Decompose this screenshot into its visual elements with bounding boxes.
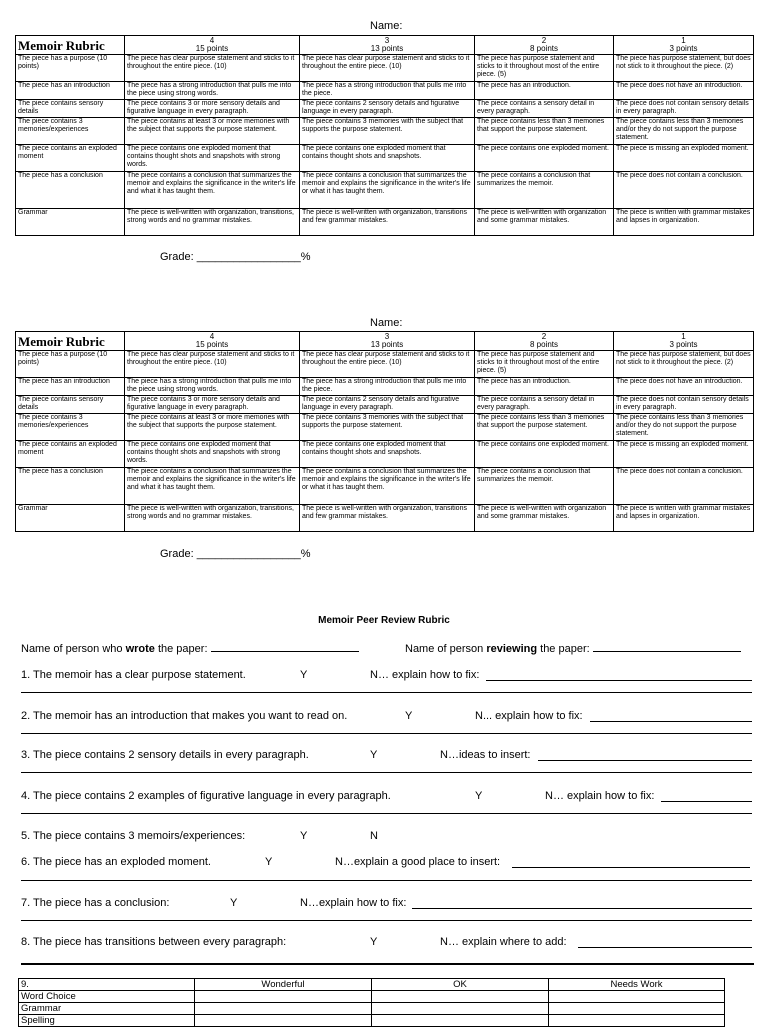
table-cell: The piece contains a sensory detail in every paragraph. <box>475 100 614 118</box>
answer-line[interactable] <box>21 692 752 693</box>
table-cell: The piece has a strong introduction that pulls me into the piece. <box>300 378 475 396</box>
rating-cell[interactable] <box>549 1003 725 1015</box>
table-cell: The piece is well-written with organization and some grammar mistakes. <box>475 209 614 236</box>
table-cell: The piece has clear purpose statement and sticks to it throughout the entire piece. (10) <box>300 351 475 378</box>
table-row <box>16 82 754 100</box>
table-cell: The piece is written with grammar mistakes and lapses in organization. <box>614 505 754 532</box>
criterion-cell: The piece contains 3 memories/experiences <box>16 118 125 145</box>
table-row <box>19 1015 725 1027</box>
table-cell: The piece is well-written with organization and some grammar mistakes. <box>475 505 614 532</box>
question-3-text: 3. The piece contains 2 sensory details in every paragraph. <box>21 749 309 761</box>
table-cell: The piece contains 3 or more sensory details and figurative language in every paragraph. <box>125 100 300 118</box>
table-cell: The piece is missing an exploded moment. <box>614 441 754 468</box>
question-3-no[interactable]: N…ideas to insert: <box>440 749 531 761</box>
table-cell: The piece does not contain sensory details in every paragraph. <box>614 100 754 118</box>
table-cell: The piece has a strong introduction that pulls me into the piece. <box>300 82 475 100</box>
question-4-yes[interactable]: Y <box>475 790 483 802</box>
criterion-cell: The piece has a conclusion <box>16 468 125 505</box>
question-4-text: 4. The piece contains 2 examples of figurative language in every paragraph. <box>21 790 391 802</box>
table-cell: The piece contains 2 sensory details and figurative language in every paragraph. <box>300 396 475 414</box>
column-header: 2 8 points <box>475 36 614 55</box>
table-cell: The piece contains a conclusion that summarizes the memoir. <box>475 468 614 505</box>
criterion-cell: The piece has an introduction <box>16 378 125 396</box>
rating-table-header: Needs Work <box>549 979 725 991</box>
question-1-no[interactable]: N… explain how to fix: <box>370 669 480 681</box>
table-cell: The piece contains a conclusion that summarizes the memoir and explains the significance in the writer's life or what it has taught them. <box>300 468 475 505</box>
rating-table <box>18 978 725 1027</box>
rating-cell[interactable] <box>195 1015 372 1027</box>
column-header: 4 15 points <box>125 36 300 55</box>
rating-cell[interactable] <box>195 1003 372 1015</box>
table-cell: The piece has purpose statement, but does not stick to it throughout the piece. (2) <box>614 55 754 82</box>
criterion-cell: Grammar <box>16 209 125 236</box>
table-cell: The piece contains less than 3 memories and/or they do not support the purpose statement. <box>614 118 754 145</box>
column-header: 3 13 points <box>300 332 475 351</box>
reviewer-name-field[interactable] <box>593 641 741 652</box>
answer-line[interactable] <box>21 880 752 881</box>
table-row <box>16 118 754 145</box>
table-cell: The piece is missing an exploded moment. <box>614 145 754 172</box>
table-cell: The piece contains less than 3 memories that support the purpose statement. <box>475 414 614 441</box>
question-6-yes[interactable]: Y <box>265 856 273 868</box>
table-cell: The piece contains one exploded moment that contains thought shots and snapshots with strong words. <box>125 145 300 172</box>
table-row <box>16 505 754 532</box>
table-row <box>16 145 754 172</box>
column-header: 1 3 points <box>614 36 754 55</box>
question-8-yes[interactable]: Y <box>370 936 378 948</box>
question-5-text: 5. The piece contains 3 memoirs/experiences: <box>21 830 246 842</box>
table-cell: The piece is well-written with organization, transitions, strong words and no grammar mistakes. <box>125 209 300 236</box>
question-7-fix-field[interactable] <box>412 898 752 909</box>
table-cell: The piece has purpose statement, but does not stick to it throughout the piece. (2) <box>614 351 754 378</box>
table-row <box>16 441 754 468</box>
table-cell: The piece has an introduction. <box>475 82 614 100</box>
rating-table-header: 9. <box>19 979 195 991</box>
question-1-text: 1. The memoir has a clear purpose statement. <box>21 669 246 681</box>
table-cell: The piece contains 3 memories with the subject that supports the purpose statement. <box>300 414 475 441</box>
column-header: 3 13 points <box>300 36 475 55</box>
question-2-no[interactable]: N... explain how to fix: <box>475 710 583 722</box>
column-header: 2 8 points <box>475 332 614 351</box>
table-cell: The piece does not have an introduction. <box>614 82 754 100</box>
question-6-no[interactable]: N…explain a good place to insert: <box>335 856 501 868</box>
criterion-cell: The piece has an introduction <box>16 82 125 100</box>
question-3-ideas-field[interactable] <box>538 750 752 761</box>
table-cell: The piece contains a conclusion that summarizes the memoir and explains the significance in the writer's life or what it has taught them. <box>300 172 475 209</box>
question-8-add-field[interactable] <box>578 937 752 948</box>
peer-review-title: Memoir Peer Review Rubric <box>318 615 450 626</box>
table-cell: The piece has purpose statement and sticks to it throughout most of the entire piece. (5) <box>475 55 614 82</box>
answer-line[interactable] <box>21 772 752 773</box>
table-cell: The piece contains one exploded moment that contains thought shots and snapshots. <box>300 441 475 468</box>
table-row <box>16 209 754 236</box>
table-row <box>16 414 754 441</box>
criterion-cell: The piece contains sensory details <box>16 396 125 414</box>
table-cell: The piece contains one exploded moment. <box>475 145 614 172</box>
table-row <box>16 351 754 378</box>
question-2-yes[interactable]: Y <box>405 710 413 722</box>
writer-name-line: Name of person who wrote the paper: <box>21 641 359 655</box>
column-header: 1 3 points <box>614 332 754 351</box>
table-cell: The piece contains at least 3 or more memories with the subject that supports the purpose statement. <box>125 414 300 441</box>
criterion-cell: The piece contains sensory details <box>16 100 125 118</box>
table-row <box>16 172 754 209</box>
rating-cell[interactable] <box>372 991 549 1003</box>
criterion-cell: Grammar <box>16 505 125 532</box>
table-cell: The piece has clear purpose statement and sticks to it throughout the entire piece. (10) <box>125 351 300 378</box>
answer-line[interactable] <box>21 733 752 734</box>
table-cell: The piece does not have an introduction. <box>614 378 754 396</box>
rating-cell[interactable] <box>549 991 725 1003</box>
table-row <box>16 100 754 118</box>
criterion-cell: The piece contains an exploded moment <box>16 145 125 172</box>
table-cell: The piece contains at least 3 or more memories with the subject that supports the purpose statement. <box>125 118 300 145</box>
table-cell: The piece does not contain a conclusion. <box>614 172 754 209</box>
memoir-rubric-table <box>15 35 754 236</box>
rating-cell[interactable] <box>372 1015 549 1027</box>
table-row <box>16 468 754 505</box>
name-label: Name: <box>370 317 403 329</box>
table-row <box>19 991 725 1003</box>
answer-line[interactable] <box>21 920 752 921</box>
question-8-no[interactable]: N… explain where to add: <box>440 936 567 948</box>
table-cell: The piece is well-written with organization, transitions and few grammar mistakes. <box>300 505 475 532</box>
writer-name-field[interactable] <box>211 641 359 652</box>
grade-line: Grade: _________________% <box>160 548 311 560</box>
question-2-text: 2. The memoir has an introduction that makes you want to read on. <box>21 710 348 722</box>
table-cell: The piece contains a conclusion that summarizes the memoir. <box>475 172 614 209</box>
question-4-no[interactable]: N… explain how to fix: <box>545 790 655 802</box>
table-cell: The piece contains a conclusion that summarizes the memoir and explains the significance in the writer's life and what it has taught them. <box>125 172 300 209</box>
table-cell: The piece contains a sensory detail in every paragraph. <box>475 396 614 414</box>
criterion-cell: The piece contains an exploded moment <box>16 441 125 468</box>
question-1-yes[interactable]: Y <box>300 669 308 681</box>
table-cell: The piece has clear purpose statement and sticks to it throughout the entire piece. (10) <box>300 55 475 82</box>
table-cell: The piece is written with grammar mistakes and lapses in organization. <box>614 209 754 236</box>
table-cell: The piece does not contain a conclusion. <box>614 468 754 505</box>
table-cell: The piece contains one exploded moment that contains thought shots and snapshots. <box>300 145 475 172</box>
rubric-title: Memoir Rubric <box>16 332 125 351</box>
table-row <box>16 55 754 82</box>
question-7-text: 7. The piece has a conclusion: <box>21 897 170 909</box>
question-7-yes[interactable]: Y <box>230 897 238 909</box>
question-6-insert-field[interactable] <box>512 857 750 868</box>
rating-category: Word Choice <box>19 991 195 1003</box>
rating-cell[interactable] <box>372 1003 549 1015</box>
question-4-fix-field[interactable] <box>661 791 752 802</box>
criterion-cell: The piece has a purpose (10 points) <box>16 55 125 82</box>
question-3-yes[interactable]: Y <box>370 749 378 761</box>
question-1-fix-field[interactable] <box>486 670 752 681</box>
reviewer-name-line: Name of person reviewing the paper: <box>405 641 741 655</box>
section-divider <box>21 963 754 965</box>
question-2-fix-field[interactable] <box>590 711 752 722</box>
rating-cell[interactable] <box>195 991 372 1003</box>
table-row <box>16 378 754 396</box>
table-cell: The piece contains 3 or more sensory details and figurative language in every paragraph. <box>125 396 300 414</box>
table-cell: The piece is well-written with organization, transitions, strong words and no grammar mistakes. <box>125 505 300 532</box>
table-cell: The piece has a strong introduction that pulls me into the piece using strong words. <box>125 378 300 396</box>
table-cell: The piece contains 3 memories with the subject that supports the purpose statement. <box>300 118 475 145</box>
table-cell: The piece contains less than 3 memories that support the purpose statement. <box>475 118 614 145</box>
answer-line[interactable] <box>21 813 752 814</box>
name-label: Name: <box>370 20 403 32</box>
rubric-title: Memoir Rubric <box>16 36 125 55</box>
criterion-cell: The piece has a conclusion <box>16 172 125 209</box>
rating-cell[interactable] <box>549 1015 725 1027</box>
table-row <box>16 396 754 414</box>
table-cell: The piece is well-written with organization, transitions and few grammar mistakes. <box>300 209 475 236</box>
memoir-rubric-table <box>15 331 754 532</box>
table-cell: The piece contains one exploded moment. <box>475 441 614 468</box>
table-cell: The piece contains 2 sensory details and figurative language in every paragraph. <box>300 100 475 118</box>
table-cell: The piece has a strong introduction that pulls me into the piece using strong words. <box>125 82 300 100</box>
rating-category: Spelling <box>19 1015 195 1027</box>
column-header: 4 15 points <box>125 332 300 351</box>
table-cell: The piece contains a conclusion that summarizes the memoir and explains the significance in the writer's life and what it has taught them. <box>125 468 300 505</box>
rating-category: Grammar <box>19 1003 195 1015</box>
table-row <box>19 1003 725 1015</box>
table-cell: The piece has clear purpose statement and sticks to it throughout the entire piece. (10) <box>125 55 300 82</box>
table-cell: The piece contains less than 3 memories and/or they do not support the purpose statement. <box>614 414 754 441</box>
table-cell: The piece has an introduction. <box>475 378 614 396</box>
criterion-cell: The piece has a purpose (10 points) <box>16 351 125 378</box>
table-cell: The piece contains one exploded moment that contains thought shots and snapshots with strong words. <box>125 441 300 468</box>
table-cell: The piece has purpose statement and sticks to it throughout most of the entire piece. (5) <box>475 351 614 378</box>
rating-table-header: Wonderful <box>195 979 372 991</box>
criterion-cell: The piece contains 3 memories/experiences <box>16 414 125 441</box>
question-7-no[interactable]: N…explain how to fix: <box>300 897 407 909</box>
question-5-yes[interactable]: Y <box>300 830 308 842</box>
grade-line: Grade: _________________% <box>160 251 311 263</box>
question-6-text: 6. The piece has an exploded moment. <box>21 856 211 868</box>
question-5-no[interactable]: N <box>370 830 378 842</box>
rating-table-header: OK <box>372 979 549 991</box>
question-8-text: 8. The piece has transitions between every paragraph: <box>21 936 287 948</box>
table-cell: The piece does not contain sensory details in every paragraph. <box>614 396 754 414</box>
